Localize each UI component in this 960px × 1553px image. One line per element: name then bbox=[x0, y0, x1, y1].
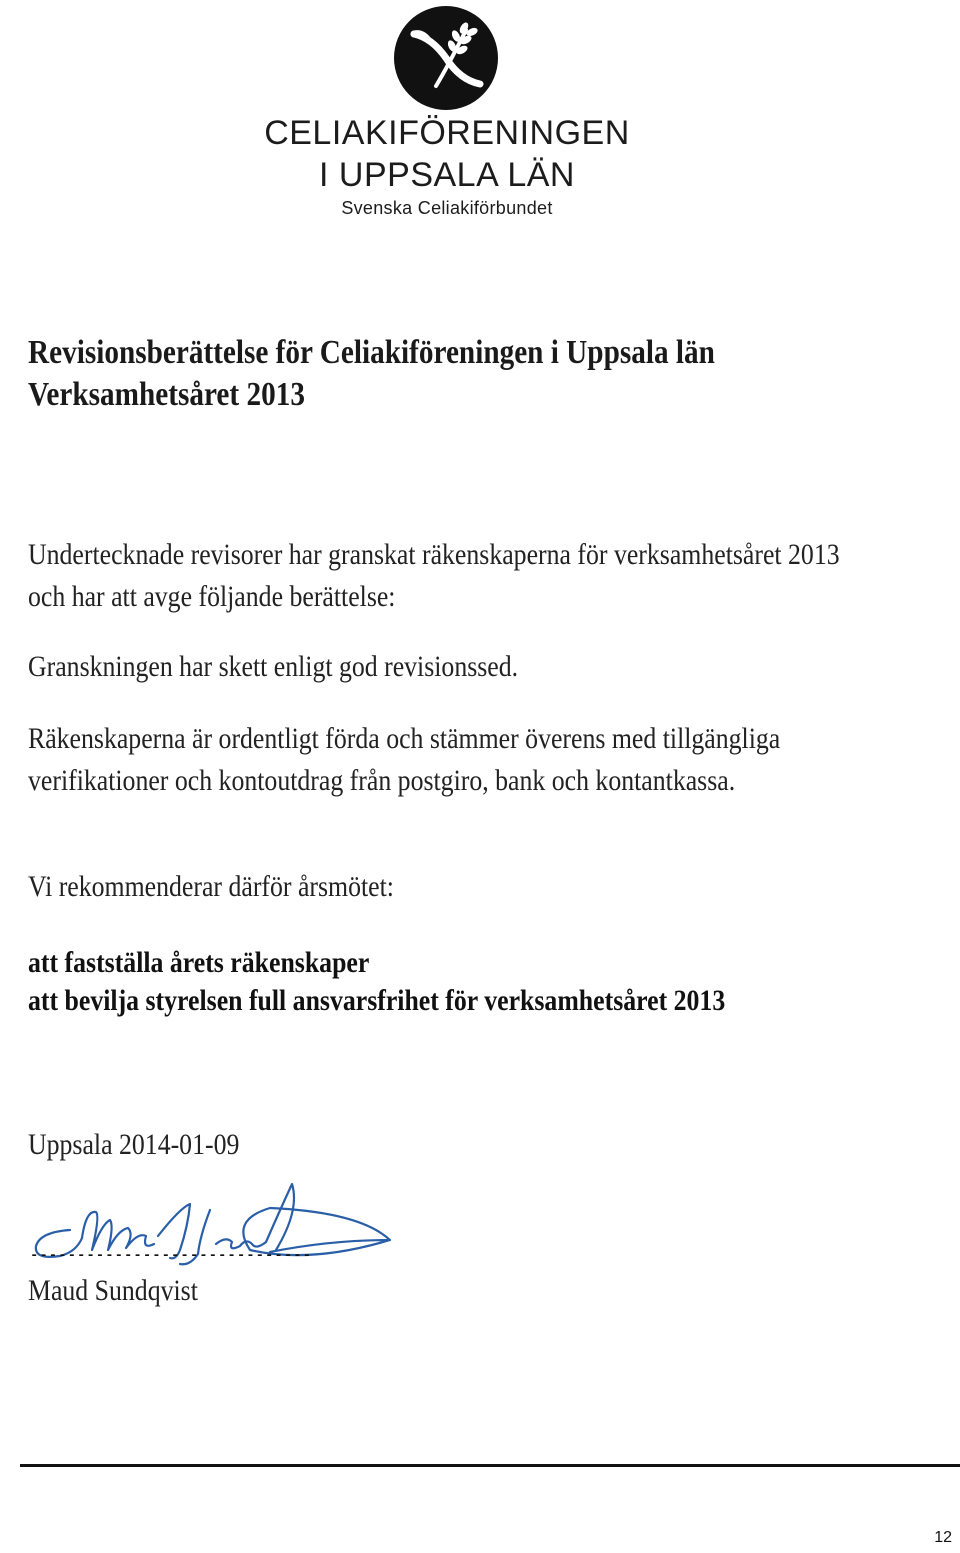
footer-divider bbox=[20, 1464, 960, 1467]
page-number: 12 bbox=[934, 1529, 952, 1546]
review-statement: Granskningen har skett enligt god revisionssed. bbox=[28, 650, 519, 683]
org-name-line2: I UPPSALA LÄN bbox=[319, 156, 575, 194]
signature-line: ------------------------------ bbox=[30, 1248, 313, 1264]
document-title-line2: Verksamhetsåret 2013 bbox=[28, 376, 305, 413]
motion-adopt-accounts: att fastställa årets räkenskaper bbox=[28, 946, 370, 979]
place-date: Uppsala 2014-01-09 bbox=[28, 1128, 240, 1161]
org-header bbox=[0, 0, 960, 240]
intro-line1: Undertecknade revisorer har granskat räkenskaperna för verksamhetsåret 2013 bbox=[28, 538, 840, 571]
document-title-line1: Revisionsberättelse för Celiakiföreningen i Uppsala län bbox=[28, 334, 715, 371]
signer-name: Maud Sundqvist bbox=[28, 1274, 198, 1307]
motion-discharge-board: att bevilja styrelsen full ansvarsfrihet för verksamhetsåret 2013 bbox=[28, 984, 726, 1017]
intro-line2: och har att avge följande berättelse: bbox=[28, 580, 396, 613]
org-subtitle: Svenska Celiakiförbundet bbox=[341, 198, 553, 218]
accounts-line1: Räkenskaperna är ordentligt förda och stämmer överens med tillgängliga bbox=[28, 722, 781, 755]
wheat-crossed-logo-icon bbox=[392, 4, 500, 112]
accounts-line2: verifikationer och kontoutdrag från postgiro, bank och kontantkassa. bbox=[28, 764, 736, 797]
recommendation-intro: Vi rekommenderar därför årsmötet: bbox=[28, 870, 394, 903]
org-name-line1: CELIAKIFÖRENINGEN bbox=[264, 114, 630, 152]
